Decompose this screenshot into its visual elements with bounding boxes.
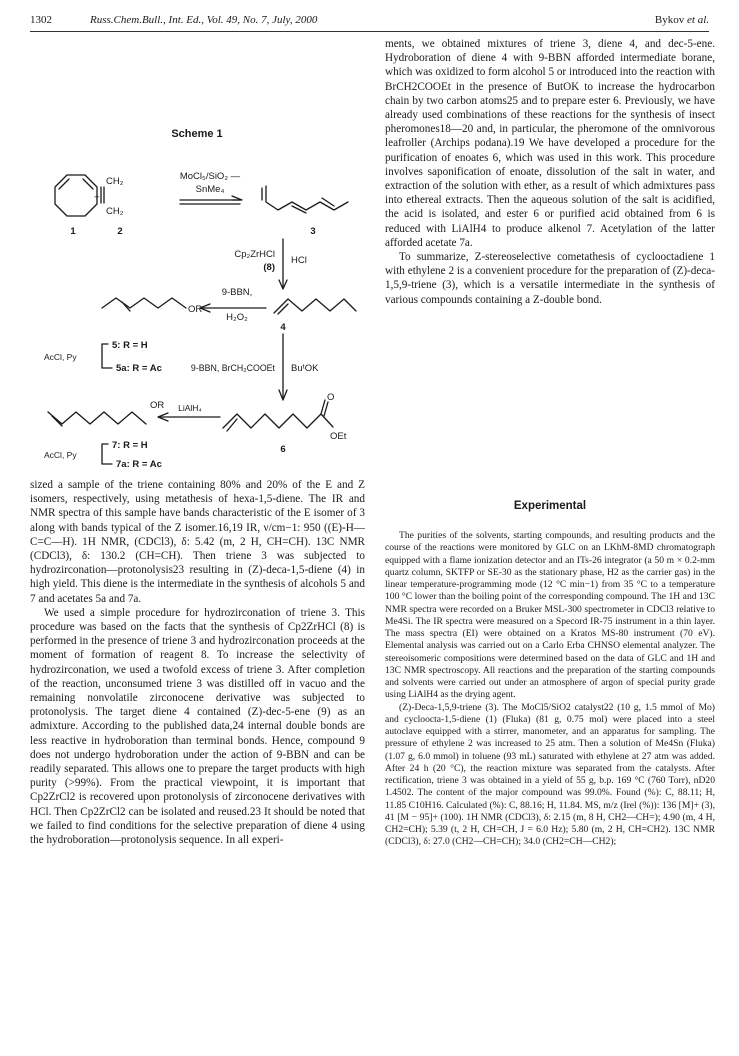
catalyst-label-1: MoCl₅/SiO₂ —	[179, 171, 241, 182]
triene-3-skeleton	[266, 186, 348, 210]
running-header	[30, 14, 709, 30]
compound-label-1: 1	[70, 226, 76, 237]
compound-label-6: 6	[280, 444, 286, 455]
page-number: 1302	[30, 14, 52, 26]
author-suffix: et al.	[687, 14, 709, 26]
scheme-title: Scheme 1	[171, 128, 223, 140]
or-group-7: OR	[150, 400, 165, 411]
compound-5a-definition: 5a: R = Ac	[116, 363, 162, 374]
compound-5-definition: 5: R = H	[112, 340, 148, 351]
alcohol-7-skeleton	[48, 412, 146, 424]
ester-6-skeleton	[223, 414, 321, 428]
ester-oet: OEt	[330, 431, 347, 442]
experimental-paragraph-2: (Z)-Deca-1,5,9-triene (3). The MoCl5/SiO2 catalyst22 (10 g, 1.5 mmol of Mo) and cycloocta-1,5-diene (1) (Fluka) (81 g, 0.75 mol) were placed into a steel autoclave equipped with a stirrer, manometer, and an apparatus for sampling. The pressure of ethylene 2 was increased to 25 atm. Then a solution of Me4Sn (Fluka) (1.07 g, 6.0 mmol) in toluene (93 mL) saturated with ethylene at 27 atm was added. After 24 h (20 °C), the reaction mixture was separated from the catalysts. After rectification, triene 3 was obtained in a yield of 55 g, b.p. 169 °C (760 Torr), nD20 1.4502. The content of the major compound was 99.0%. Found (%): C, 88.11; H, 11.85 C10H16. Calculated (%): C, 88.16; H, 11.84. MS, m/z (Irel (%)): 136 [M]+ (3), 41 [M − 95]+ (100). 1H NMR (CDCl3), δ: 2.15 (m, 8 H, CH2—CH=); 4.90 (m, 4 H, CH2=CH); 5.39 (t, 2 H, CH=CH, J = 6.0 Hz); 5.80 (m, 2 H, CH=CH2). 13C NMR (CDCl3), δ: 27.0 (CH2—CH=CH); 34.0 (CH2=CH—CH2);	[385, 701, 715, 848]
left-column	[30, 478, 365, 847]
experimental-heading: Experimental	[513, 500, 587, 512]
reagent-cp2zrhcl: Cp₂ZrHCl	[234, 249, 275, 260]
experimental-paragraph-1: The purities of the solvents, starting compounds, and resulting products and the course of the reactions were monitored by GLC on an LKhM-8MD chromatograph equipped with a flame ionization detector and an ITs-26 integrator (a 50 m × 0.2-mm quartz column, SKTFP or SE-30 as the stationary phase, H2 as the carrier gas) in the linear temperature-programming mode (12 °C min−1) from 35 °C to a temperature 100 °C lower than the boiling point of the corresponding compound. The 1H and 13C NMR spectra were recorded on a Bruker MSL-300 spectrometer in CDCl3 relative to Me4Si. The IR spectra were measured on a Specord IR-75 instrument in a thin layer. The mass spectra (EI) were obtained on a Kratos MS-80 instrument (70 eV). Elemental analysis was carried out on a Carlo Erba CHNSO elemental analyzer. The stereoisomeric compositions were determined based on the data of GLC and 1H and 13C NMR spectroscopy. All reactions and the preparation of the starting compounds and solvents were carried out under an atmosphere of argon of special purity grade using LiAlH4 as the drying agent.	[385, 530, 715, 701]
scheme-svg	[30, 32, 365, 482]
catalyst-label-2: SnMe₄	[195, 184, 225, 195]
left-paragraph-1: sized a sample of the triene containing 80% and 20% of the E and Z isomers, respectively, using metathesis of hexa-1,5-diene. The IR and NMR spectra of this sample have bands characteristic of the E isomer of 3 along with bands typical of the Z isomer.16,19 IR, ν/cm−1: 950 ((E)-H—C=C—H). 1H NMR, (CDCl3), δ: 5.42 (m, 2 H, CH=CH). 13C NMR (CDCl3), δ: 130.2 (CH=CH). Then triene 3 was subjected to hydrozirconation—protonolysis23 resulting in (Z)-deca-1,5-diene (4) in high yield. This diene is the intermediate in the synthesis of alcohols 5 and 7 and acetates 5a and 7a.	[30, 479, 365, 605]
left-paragraph-2: We used a simple procedure for hydrozirconation of triene 3. This procedure was based on the facts that the synthesis of Cp2ZrHCl (8) is performed in the presence of triene 3 and hydrozirconation proceeds at the moment of formation of reagent 8. To increase the selectivity of hydrozirconation, we used a twofold excess of triene 3. After completion of the reaction, unconsumed triene 3 was distilled off in vacuo and the remaining nonvolatile zirconocene derivative was subjected to protonolysis. The target diene 4 contained (Z)-dec-5-ene (9) as an admixture. According to the published data,24 internal double bonds are less reactive in hydroboration than terminal bonds. Hence, compound 9 does not undergo hydroboration under the action of 9-BBN and can be readily separated. This allows one to prepare the target products with high purity (>99%). From the practical viewpoint, it is important that Cp2ZrCl2 is recovered upon protonolysis of zirconocene derivatives with HCl. Then Cp2ZrCl2 can be isolated and reused.23 It should be noted that we failed to find conditions for the selective preparation of diene 4 using the hydroboration—protonolysis sequence. In all experi-	[30, 606, 365, 847]
alcohol-5-skeleton	[102, 298, 186, 308]
journal-citation: Russ.Chem.Bull., Int. Ed., Vol. 49, No. 7, July, 2000	[90, 14, 318, 26]
reagent-8: (8)	[263, 262, 275, 273]
author-name: Bykov	[654, 14, 685, 26]
right-paragraph-2: To summarize, Z-stereoselective cometathesis of cyclooctadiene 1 with ethylene 2 is a convenient procedure for the preparation of (Z)-deca-1,5,9-triene (3), which is a versatile intermediate in the synthesis of various compounds containing a Z-double bond.	[385, 251, 715, 306]
reagent-alkylation: 9-BBN, BrCH₂COOEt	[190, 363, 275, 373]
experimental-section	[385, 530, 715, 849]
ester-carbonyl-o: O	[327, 392, 335, 403]
compound-label-4: 4	[280, 322, 286, 333]
cyclooctadiene-ring	[55, 175, 97, 216]
reaction-scheme	[30, 32, 365, 482]
right-column-top	[385, 37, 715, 307]
acetylation-conditions-1: AcCl, Py	[44, 352, 77, 362]
running-author	[655, 14, 709, 26]
right-paragraph-1: ments, we obtained mixtures of triene 3, diene 4, and dec-5-ene. Hydroboration of diene 4 with 9-BBN afforded intermediate borane, which was oxidized to form alcohol 5 or introduced into the reaction with BrCH2COOEt in the presence of ButOK to increase the hydrocarbon chain by two carbon atoms25 and to prepare ester 6. Previously, we have already used combinations of these reactions for the synthesis of insect pheromones18—20 and, in particular, the pheromone of the omnivorous leafroller (Archips podana).19 We have developed a procedure for the purification of enoates 6, which was used in this work. This procedure involves saponification of enoate, dissolution of the salt in water, and extraction of the solution with ether, as a result of which admixtures pass into ethereal extracts. Then the aqueous solution of the salt is acidified, the acid is isolated, and ester 6 or purified acid obtained from 6 is reduced with LiAlH4 to produce alkenol 7. Acetylation of the latter afforded acetate 7a.	[385, 38, 715, 249]
compound-7a-definition: 7a: R = Ac	[116, 459, 162, 470]
compound-label-2: 2	[117, 226, 123, 237]
reagent-h2o2: H₂O₂	[226, 312, 248, 323]
ethylene-ch2-top: CH₂	[106, 176, 124, 187]
reagent-9bbn: 9-BBN,	[221, 287, 253, 298]
acetylation-conditions-2: AcCl, Py	[44, 450, 77, 460]
reagent-lialh4: LiAlH₄	[178, 403, 202, 413]
compound-7-definition: 7: R = H	[112, 440, 148, 451]
reagent-hcl: HCl	[291, 255, 307, 266]
reagent-base: BuᵗOK	[291, 363, 319, 374]
compound-label-3: 3	[310, 226, 316, 237]
plus-sign: +	[94, 192, 100, 203]
or-group-5: OR	[188, 304, 203, 315]
ethylene-ch2-bottom: CH₂	[106, 206, 124, 217]
